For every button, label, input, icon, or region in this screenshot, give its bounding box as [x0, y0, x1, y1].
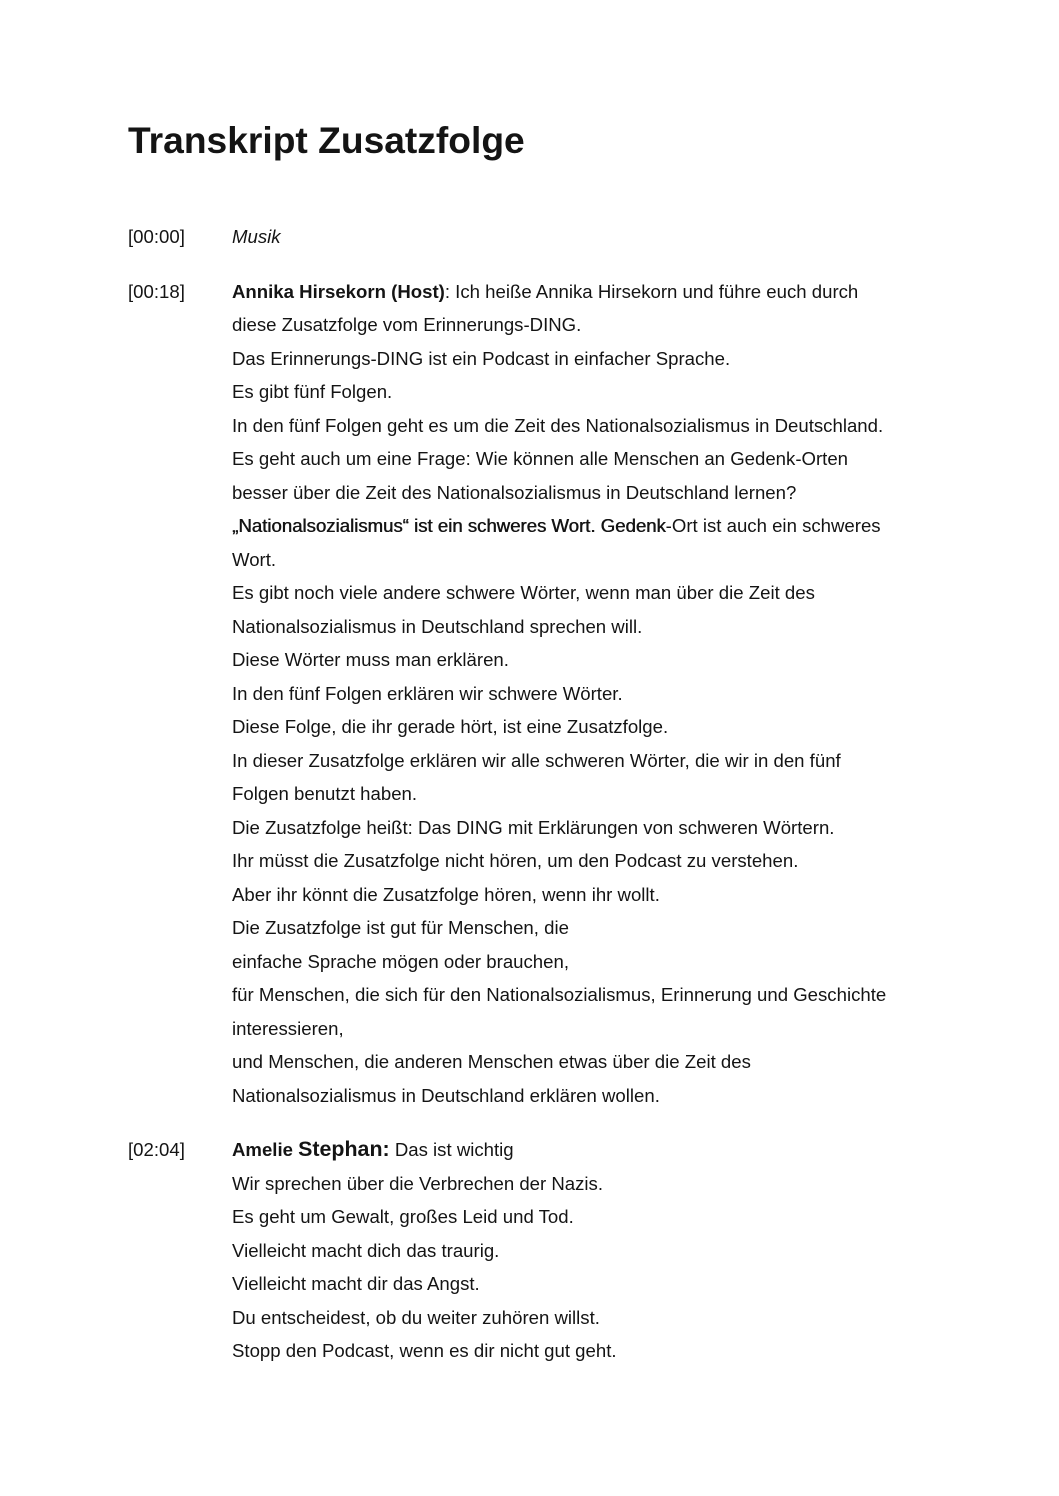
transcript-line: [232, 811, 959, 845]
transcript-line: [232, 342, 959, 376]
line-text: Ihr müsst die Zusatzfolge nicht hören, um den Podcast zu verstehen.: [232, 850, 799, 871]
transcript-line: [232, 1334, 959, 1368]
transcript-line: [232, 1012, 959, 1046]
transcript-line: [232, 978, 959, 1012]
transcript-line: [232, 844, 959, 878]
transcript-line: [232, 476, 959, 510]
transcript-line: [232, 643, 959, 677]
line-text: einfache Sprache mögen oder brauchen,: [232, 950, 569, 972]
line-text: Nationalsozialismus in Deutschland sprechen will.: [232, 615, 643, 637]
speaker-name: Stephan:: [298, 1137, 390, 1161]
music-cue: Musik: [232, 226, 281, 247]
transcript-line: [232, 1234, 959, 1268]
transcript-entry: [128, 220, 959, 254]
line-text: Das Erinnerungs-DING ist ein Podcast in einfacher Sprache.: [232, 347, 731, 369]
line-text: Wir sprechen über die Verbrechen der Nazis.: [232, 1172, 604, 1194]
transcript-line: [232, 744, 959, 778]
entry-lines: [232, 1133, 959, 1368]
timestamp: [02:04]: [128, 1139, 185, 1160]
line-text: und Menschen, die anderen Menschen etwas über die Zeit des: [232, 1051, 751, 1072]
line-text: Es gibt fünf Folgen.: [232, 381, 393, 402]
line-text: Folgen benutzt haben.: [232, 783, 418, 804]
line-text: Aber ihr könnt die Zusatzfolge hören, wenn ihr wollt.: [232, 883, 660, 905]
transcript-line: [232, 1045, 959, 1079]
line-text: Das ist wichtig: [389, 1139, 514, 1160]
transcript-line: [232, 1200, 959, 1234]
transcript-line: [232, 442, 959, 476]
transcript-line: [232, 220, 959, 254]
line-text: Wort.: [232, 548, 277, 570]
speaker-name: Amelie: [232, 1139, 299, 1160]
line-text: In den fünf Folgen erklären wir schwere Wörter.: [232, 682, 623, 704]
transcript-line: [232, 308, 959, 342]
line-text: Diese Wörter muss man erklären.: [232, 649, 509, 670]
transcript-line: [232, 1133, 959, 1167]
line-text: Du entscheidest, ob du weiter zuhören willst.: [232, 1306, 600, 1328]
line-text: -Ort ist auch ein schweres: [665, 515, 881, 536]
entry-lines: [232, 275, 959, 1113]
speaker-name: Annika Hirsekorn (Host): [232, 280, 445, 302]
line-text: Vielleicht macht dich das traurig.: [232, 1239, 500, 1261]
line-text: Die Zusatzfolge ist gut für Menschen, die: [232, 917, 569, 938]
transcript-entry: [128, 1133, 959, 1368]
transcript-line: [232, 777, 959, 811]
transcript-line: [232, 543, 959, 577]
line-text: Vielleicht macht dir das Angst.: [232, 1273, 480, 1294]
line-text: Nationalsozialismus in Deutschland erklären wollen.: [232, 1084, 660, 1106]
line-text: In den fünf Folgen geht es um die Zeit des Nationalsozialismus in Deutschland.: [232, 414, 884, 436]
transcript: [128, 220, 959, 1368]
transcript-line: [232, 1301, 959, 1335]
line-text: In dieser Zusatzfolge erklären wir alle schweren Wörter, die wir in den fünf: [232, 749, 841, 771]
emphasized-text: „Nationalsozialismus“ ist ein schweres Wort. Gedenk: [232, 515, 666, 536]
transcript-line: [232, 409, 959, 443]
transcript-line: [232, 677, 959, 711]
transcript-line: [232, 878, 959, 912]
line-text: : Ich heiße Annika Hirsekorn und führe euch durch: [444, 280, 859, 302]
line-text: Stopp den Podcast, wenn es dir nicht gut geht.: [232, 1340, 617, 1361]
transcript-line: [232, 275, 959, 309]
entry-lines: [232, 220, 959, 254]
transcript-line: [232, 1079, 959, 1113]
line-text: Es geht auch um eine Frage: Wie können alle Menschen an Gedenk-Orten: [232, 448, 849, 469]
transcript-line: [232, 610, 959, 644]
transcript-line: [232, 1267, 959, 1301]
transcript-line: [232, 375, 959, 409]
line-text: für Menschen, die sich für den Nationalsozialismus, Erinnerung und Geschichte: [232, 984, 887, 1005]
timestamp: [00:00]: [128, 226, 185, 247]
line-text: Es gibt noch viele andere schwere Wörter, wenn man über die Zeit des: [232, 582, 815, 603]
line-text: Es geht um Gewalt, großes Leid und Tod.: [232, 1206, 574, 1227]
line-text: diese Zusatzfolge vom Erinnerungs-DING.: [232, 314, 582, 335]
transcript-line: [232, 509, 959, 543]
transcript-line: [232, 911, 959, 945]
page-title: Transkript Zusatzfolge: [128, 119, 525, 161]
line-text: besser über die Zeit des Nationalsozialismus in Deutschland lernen?: [232, 481, 797, 503]
transcript-line: [232, 710, 959, 744]
transcript-line: [232, 1167, 959, 1201]
line-text: interessieren,: [232, 1017, 344, 1039]
transcript-line: [232, 576, 959, 610]
line-text: Die Zusatzfolge heißt: Das DING mit Erklärungen von schweren Wörtern.: [232, 816, 835, 838]
transcript-line: [232, 945, 959, 979]
line-text: Diese Folge, die ihr gerade hört, ist eine Zusatzfolge.: [232, 716, 669, 737]
transcript-entry: [128, 275, 959, 1113]
timestamp: [00:18]: [128, 280, 185, 302]
